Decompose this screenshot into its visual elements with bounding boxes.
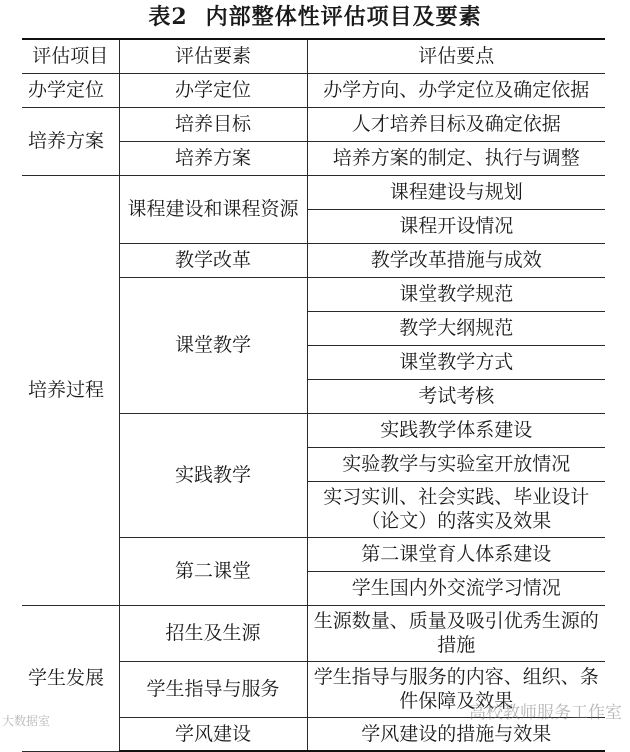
point-cell: 学风建设的措施与效果 (307, 717, 605, 751)
point-cell: 课堂教学规范 (307, 277, 605, 311)
item-cell: 办学定位 (22, 73, 119, 107)
item-cell: 学生发展 (22, 605, 119, 751)
table-row (22, 73, 605, 107)
point-cell: 课程建设与规划 (307, 175, 605, 209)
table-number: 表2 (148, 4, 188, 30)
header-point: 评估要点 (307, 39, 605, 73)
point-cell: 教学大纲规范 (307, 311, 605, 345)
element-cell: 办学定位 (119, 73, 307, 107)
point-cell: 第二课堂育人体系建设 (307, 537, 605, 571)
header-item: 评估项目 (22, 39, 119, 73)
point-cell: 实验教学与实验室开放情况 (307, 447, 605, 481)
table-title (0, 2, 630, 32)
point-cell: 实习实训、社会实践、毕业设计（论文）的落实及效果 (307, 481, 605, 537)
point-cell: 学生国内外交流学习情况 (307, 571, 605, 605)
element-cell: 培养目标 (119, 107, 307, 141)
item-cell: 培养过程 (22, 175, 119, 605)
table-row (22, 107, 605, 141)
element-cell: 招生及生源 (119, 605, 307, 661)
element-cell: 第二课堂 (119, 537, 307, 605)
point-cell: 生源数量、质量及吸引优秀生源的措施 (307, 605, 605, 661)
element-cell: 学风建设 (119, 717, 307, 751)
point-cell: 考试考核 (307, 379, 605, 413)
point-cell: 人才培养目标及确定依据 (307, 107, 605, 141)
element-cell: 培养方案 (119, 141, 307, 175)
point-cell: 培养方案的制定、执行与调整 (307, 141, 605, 175)
watermark-right: 高校教师服务工作室 (469, 703, 622, 723)
table-row (22, 605, 605, 661)
header-element: 评估要素 (119, 39, 307, 73)
element-cell: 课程建设和课程资源 (119, 175, 307, 243)
point-cell: 办学方向、办学定位及确定依据 (307, 73, 605, 107)
element-cell: 实践教学 (119, 413, 307, 537)
evaluation-table (22, 38, 605, 752)
table-row (22, 175, 605, 209)
point-cell: 学生指导与服务的内容、组织、条件保障及效果 (307, 661, 605, 717)
element-cell: 教学改革 (119, 243, 307, 277)
point-cell: 课堂教学方式 (307, 345, 605, 379)
element-cell: 课堂教学 (119, 277, 307, 413)
element-cell: 学生指导与服务 (119, 661, 307, 717)
header-row (22, 39, 605, 73)
watermark-left: 大数据室 (2, 714, 51, 728)
point-cell: 教学改革措施与成效 (307, 243, 605, 277)
point-cell: 实践教学体系建设 (307, 413, 605, 447)
item-cell: 培养方案 (22, 107, 119, 175)
point-cell: 课程开设情况 (307, 209, 605, 243)
table-caption: 内部整体性评估项目及要素 (205, 4, 482, 30)
